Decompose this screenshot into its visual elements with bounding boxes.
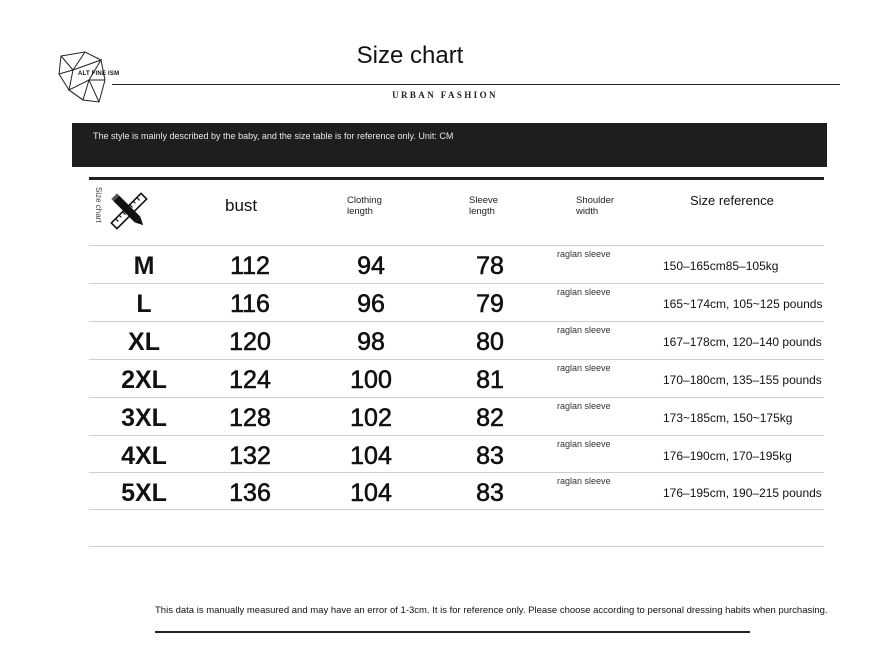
size-cell: M [133, 252, 155, 280]
size-cell: L [136, 290, 152, 318]
bust-cell: 116 [230, 290, 270, 318]
table-row [89, 397, 824, 435]
header-bust: bust [225, 196, 258, 215]
reference-cell: 176–190cm, 170–195kg [663, 449, 792, 463]
shoulder-cell: raglan sleeve [557, 476, 611, 486]
sleeve-cell: 83 [476, 442, 504, 470]
shoulder-cell: raglan sleeve [557, 363, 611, 373]
header-shoulder-width: Shoulder width [576, 195, 615, 217]
table-row [89, 472, 824, 510]
subtitle: URBAN FASHION [392, 90, 498, 100]
table-row [89, 435, 824, 473]
length-cell: 104 [350, 479, 392, 507]
notice-text: The style is mainly described by the baby, and the size table is for reference only. Unit: CM [93, 131, 454, 141]
header-sleeve-length: Sleeve length [469, 195, 499, 217]
size-cell: 2XL [121, 366, 167, 394]
size-cell: 4XL [121, 442, 167, 470]
length-cell: 102 [350, 404, 392, 432]
title-divider [112, 84, 840, 85]
footer-rule [155, 631, 750, 633]
table-top-rule [89, 177, 824, 180]
shoulder-cell: raglan sleeve [557, 439, 611, 449]
size-cell: XL [128, 328, 160, 356]
table-empty-row-rule [89, 546, 824, 547]
length-cell: 100 [350, 366, 392, 394]
sleeve-cell: 79 [476, 290, 504, 318]
reference-cell: 165~174cm, 105~125 pounds [663, 297, 823, 311]
size-cell: 3XL [121, 404, 167, 432]
length-cell: 94 [357, 252, 385, 280]
reference-cell: 150–165cm85–105kg [663, 259, 779, 273]
shoulder-cell: raglan sleeve [557, 401, 611, 411]
shoulder-cell: raglan sleeve [557, 249, 611, 259]
table-row [89, 245, 824, 283]
shoulder-cell: raglan sleeve [557, 287, 611, 297]
reference-cell: 176–195cm, 190–215 pounds [663, 486, 822, 500]
footer-disclaimer: This data is manually measured and may have an error of 1-3cm. It is for reference only. Please choose according to personal dressing habits when purchasing. [155, 605, 828, 616]
sleeve-cell: 78 [476, 252, 504, 280]
bust-cell: 112 [230, 252, 270, 280]
length-cell: 98 [357, 328, 385, 356]
bust-cell: 132 [229, 442, 271, 470]
table-row [89, 283, 824, 321]
side-label: Size chart [94, 187, 103, 223]
length-cell: 104 [350, 442, 392, 470]
length-cell: 96 [357, 290, 385, 318]
reference-cell: 170–180cm, 135–155 pounds [663, 373, 822, 387]
header-size-reference: Size reference [690, 193, 774, 208]
sleeve-cell: 80 [476, 328, 504, 356]
shoulder-cell: raglan sleeve [557, 325, 611, 335]
table-row [89, 359, 824, 397]
table-bottom-rule [89, 509, 824, 510]
reference-cell: 167–178cm, 120–140 pounds [663, 335, 822, 349]
notice-banner [72, 123, 827, 167]
reference-cell: 173~185cm, 150~175kg [663, 411, 793, 425]
bust-cell: 120 [229, 328, 271, 356]
ruler-pencil-icon [107, 189, 151, 233]
table-row [89, 321, 824, 359]
page-title: Size chart [356, 42, 464, 69]
brand-logo-icon [55, 50, 107, 106]
sleeve-cell: 81 [476, 366, 504, 394]
header-clothing-length: Clothing length [347, 195, 382, 217]
bust-cell: 128 [229, 404, 271, 432]
sleeve-cell: 82 [476, 404, 504, 432]
sleeve-cell: 83 [476, 479, 504, 507]
table-header [89, 181, 824, 245]
size-cell: 5XL [121, 479, 167, 507]
brand-logo-text: ALT FINE ISM [78, 71, 120, 77]
bust-cell: 136 [229, 479, 271, 507]
bust-cell: 124 [229, 366, 271, 394]
